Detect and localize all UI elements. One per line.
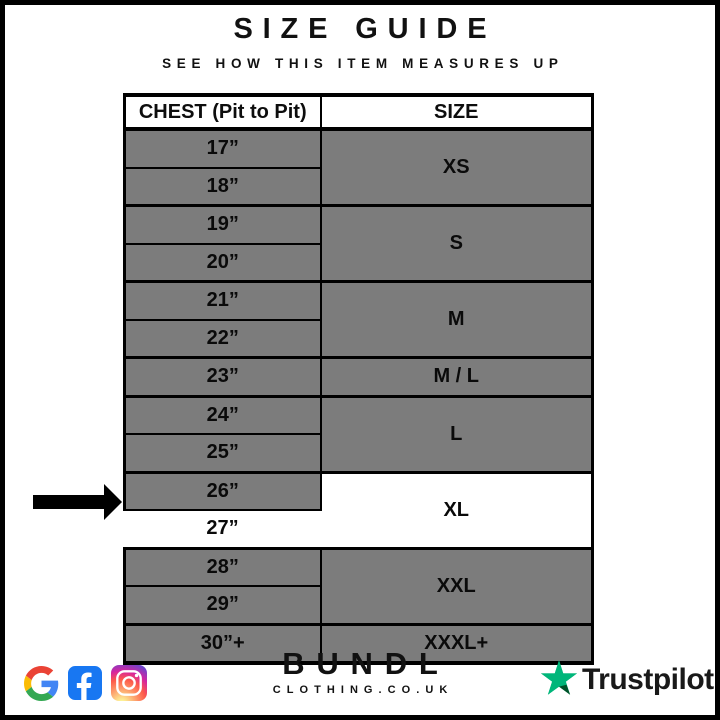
chest-cell: 29” — [125, 586, 321, 624]
size-cell: XXXL+ — [321, 624, 593, 663]
chest-column-header: CHEST (Pit to Pit) — [125, 95, 321, 129]
table-row — [125, 282, 593, 320]
size-table — [123, 93, 594, 665]
brand-name: BUNDL — [282, 646, 450, 681]
chest-cell: 19” — [125, 206, 321, 244]
chest-cell: 21” — [125, 282, 321, 320]
table-row — [125, 358, 593, 397]
table-row — [125, 472, 593, 510]
arrow-head — [104, 484, 122, 520]
chest-cell: 18” — [125, 168, 321, 206]
size-cell: XL — [321, 472, 593, 548]
arrow-shaft — [33, 495, 104, 509]
size-cell: XXL — [321, 548, 593, 624]
chest-cell: 23” — [125, 358, 321, 397]
size-cell: S — [321, 206, 593, 282]
chest-cell: 17” — [125, 129, 321, 168]
page-subtitle: SEE HOW THIS ITEM MEASURES UP — [162, 56, 564, 71]
chest-cell: 20” — [125, 244, 321, 282]
size-cell: XS — [321, 129, 593, 206]
page-title: SIZE GUIDE — [233, 13, 497, 45]
brand-tagline: CLOTHING.CO.UK — [272, 684, 454, 696]
size-cell: M — [321, 282, 593, 358]
table-row — [125, 396, 593, 434]
size-column-header: SIZE — [321, 95, 593, 129]
chest-cell: 30”+ — [125, 624, 321, 663]
chest-cell: 28” — [125, 548, 321, 586]
table-row — [125, 129, 593, 168]
chest-cell: 24” — [125, 396, 321, 434]
chest-cell: 26” — [125, 472, 321, 510]
chest-cell: 27” — [125, 510, 321, 548]
table-header-row — [125, 95, 593, 129]
size-cell: L — [321, 396, 593, 472]
table-row — [125, 548, 593, 586]
trustpilot-star-icon — [541, 660, 577, 700]
trustpilot-logo — [541, 660, 714, 700]
table-row — [125, 206, 593, 244]
chest-cell: 25” — [125, 434, 321, 472]
size-table-body — [125, 129, 593, 663]
highlight-arrow-icon — [33, 484, 122, 520]
chest-cell: 22” — [125, 320, 321, 358]
trustpilot-label: Trustpilot — [582, 663, 714, 696]
size-cell: M / L — [321, 358, 593, 397]
